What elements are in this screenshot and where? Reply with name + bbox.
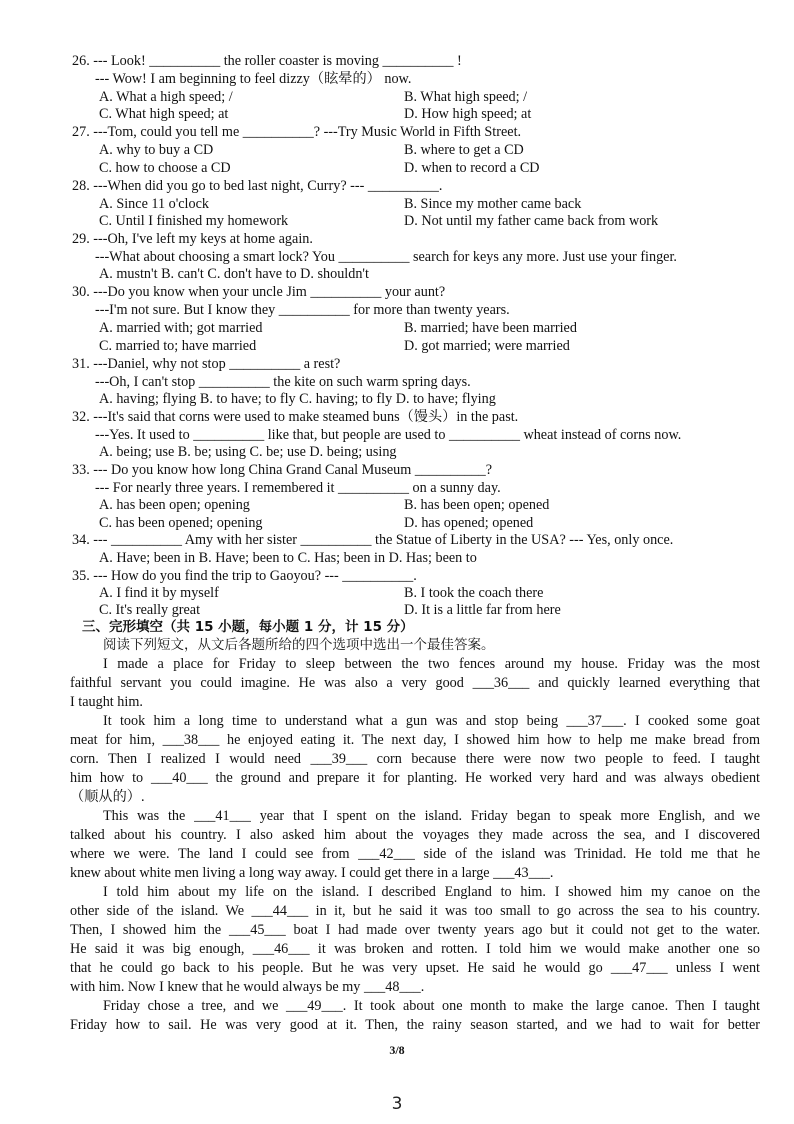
question-27-option-c: C. how to choose a CD [99, 160, 231, 176]
question-30-reply: ---I'm not sure. But I know they __________ for more than twenty years. [95, 302, 510, 318]
question-26-option-b: B. What high speed; / [404, 89, 528, 105]
passage-line: with him. Now I knew that he would always be my ___48___. [70, 979, 425, 995]
question-28-option-c: C. Until I finished my homework [99, 213, 289, 229]
question-35-stem: 35. --- How do you find the trip to Gaoyou? --- __________. [72, 568, 417, 584]
section-instruction: 阅读下列短文，从文后各题所给的四个选项中选出一个最佳答案。 [103, 637, 495, 653]
question-33-reply: --- For nearly three years. I remembered it __________ on a sunny day. [95, 480, 501, 496]
page-indicator: 3/8 [389, 1043, 405, 1057]
question-31-reply: ---Oh, I can't stop __________ the kite on such warm spring days. [95, 374, 471, 390]
question-35-option-a: A. I find it by myself [99, 585, 219, 601]
question-26-option-c: C. What high speed; at [99, 106, 229, 122]
passage-line: I taught him. [70, 694, 143, 710]
question-28-option-b: B. Since my mother came back [404, 196, 582, 212]
question-29-options: A. mustn't B. can't C. don't have to D. shouldn't [99, 266, 369, 282]
question-32-reply: ---Yes. It used to __________ like that, but people are used to __________ wheat instead of corns now. [95, 427, 682, 443]
question-27-stem: 27. ---Tom, could you tell me __________? ---Try Music World in Fifth Street. [72, 124, 522, 140]
passage-line: that he could go back to his people. But he was very upset. He said he would go ___47___ unless I went [70, 960, 760, 976]
passage-line: It took him a long time to understand what a gun was and stop being ___37___. I cooked some goat [103, 713, 760, 729]
question-28-option-a: A. Since 11 o'clock [99, 196, 209, 212]
question-28-stem: 28. ---When did you go to bed last night, Curry? --- __________. [72, 178, 443, 194]
question-27-option-b: B. where to get a CD [404, 142, 524, 158]
question-35-option-b: B. I took the coach there [404, 585, 544, 601]
passage-line: corn. Then I realized I would need ___39___ corn because there were now two people to feed. I taught [70, 751, 760, 767]
question-34-stem: 34. --- __________ Amy with her sister __________ the Statue of Liberty in the USA? --- Yes, only once. [72, 532, 674, 548]
question-26-stem: 26. --- Look! __________ the roller coaster is moving __________ ! [72, 53, 462, 69]
question-33-option-c: C. has been opened; opening [99, 515, 263, 531]
question-30-stem: 30. ---Do you know when your uncle Jim __________ your aunt? [72, 284, 446, 300]
question-30-option-d: D. got married; were married [404, 338, 570, 354]
question-34-options: A. Have; been in B. Have; been to C. Has; been in D. Has; been to [99, 550, 477, 566]
question-30-option-b: B. married; have been married [404, 320, 577, 336]
question-28-option-d: D. Not until my father came back from work [404, 213, 659, 229]
passage-line: knew about white men living a long way away. I could get there in a large ___43___. [70, 865, 554, 881]
passage-line: I told him about my life on the island. I described England to him. I showed him my canoe on the [103, 884, 760, 900]
passage-line: faithful servant you could imagine. He was also a very good ___36___ and quickly learned everything that [70, 675, 760, 691]
passage-line: I made a place for Friday to sleep between the two fences around my house. Friday was the most [103, 656, 760, 672]
question-33-option-a: A. has been open; opening [99, 497, 250, 513]
question-29-reply: ---What about choosing a smart lock? You __________ search for keys any more. Just use your finger. [95, 249, 677, 265]
question-35-option-c: C. It's really great [99, 602, 201, 618]
question-32-options: A. being; use B. be; using C. be; use D. being; using [99, 444, 397, 460]
question-35-option-d: D. It is a little far from here [404, 602, 561, 618]
question-26-option-d: D. How high speed; at [404, 106, 532, 122]
section-heading: 三、完形填空（共 15 小题，每小题 1 分，计 15 分） [82, 619, 414, 635]
question-31-stem: 31. ---Daniel, why not stop __________ a rest? [72, 356, 341, 372]
passage-line: him how to ___40___ the ground and prepare it for planting. He worked very hard and was always obedient [70, 770, 760, 786]
question-33-stem: 33. --- Do you know how long China Grand Canal Museum __________? [72, 462, 493, 478]
question-27-option-d: D. when to record a CD [404, 160, 540, 176]
passage-line: Then, I showed him the ___45___ boat I had made over twenty years ago but it could not get to the water. [70, 922, 760, 938]
passage-line: meat for him, ___38___ he enjoyed eating it. The next day, I showed him how to help me make bread from [70, 732, 760, 748]
question-30-option-c: C. married to; have married [99, 338, 257, 354]
question-31-options: A. having; flying B. to have; to fly C. having; to fly D. to have; flying [99, 391, 496, 407]
question-32-stem: 32. ---It's said that corns were used to make steamed buns（馒头）in the past. [72, 409, 519, 425]
question-33-option-b: B. has been open; opened [404, 497, 550, 513]
question-30-option-a: A. married with; got married [99, 320, 263, 336]
question-26-reply: --- Wow! I am beginning to feel dizzy（眩晕的） now. [95, 71, 412, 87]
question-33-option-d: D. has opened; opened [404, 515, 534, 531]
passage-line: Friday how to sail. He was very good at it. Then, the rainy season started, and we had to wait for better [70, 1017, 760, 1033]
passage-line: other side of the island. We ___44___ in it, but he said it was too small to go across the sea to his country. [70, 903, 760, 919]
passage-line: Friday chose a tree, and we ___49___. It took about one month to make the large canoe. Then I taught [103, 998, 760, 1014]
question-26-option-a: A. What a high speed; / [99, 89, 233, 105]
passage-line: （顺从的）. [70, 789, 145, 805]
page-number: 3 [391, 1094, 403, 1114]
question-27-option-a: A. why to buy a CD [99, 142, 214, 158]
question-29-stem: 29. ---Oh, I've left my keys at home again. [72, 231, 313, 247]
passage-line: where we were. The land I could see from ___42___ side of the island was Trinidad. He told me that he [70, 846, 760, 862]
passage-line: He said it was big enough, ___46___ it was broken and rotten. I told him we would make another one so [70, 941, 760, 957]
passage-line: This was the ___41___ year that I spent on the island. Friday began to speak more English, and we [103, 808, 760, 824]
passage-line: talked about his country. I also asked him about the voyages they made across the sea, and I discovered [70, 827, 760, 843]
